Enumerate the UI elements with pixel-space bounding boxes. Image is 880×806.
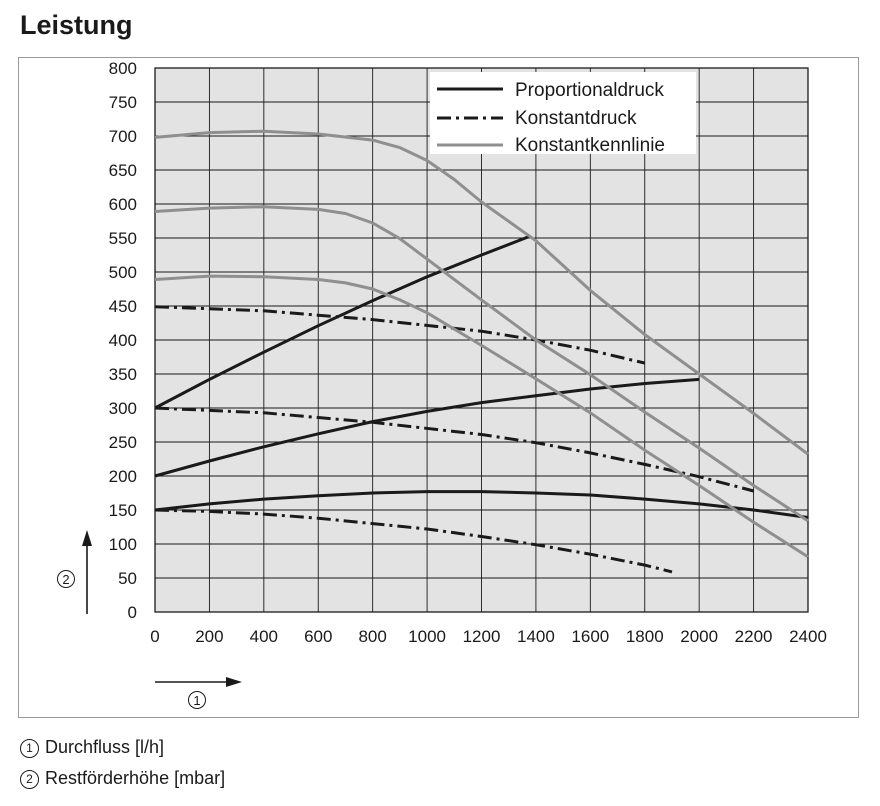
y-tick-label: 400 <box>108 331 137 350</box>
footnote-marker: 1 <box>20 739 39 758</box>
x-tick-label: 1600 <box>571 627 610 646</box>
y-tick-label: 800 <box>108 59 137 78</box>
x-tick-label: 2000 <box>680 627 719 646</box>
y-axis-arrow <box>82 530 92 614</box>
x-tick-labels <box>150 627 827 646</box>
y-tick-label: 750 <box>108 93 137 112</box>
y-tick-label: 550 <box>108 229 137 248</box>
x-tick-label: 2400 <box>789 627 827 646</box>
legend-label-proportionaldruck: Proportionaldruck <box>515 80 664 101</box>
x-tick-label: 600 <box>304 627 333 646</box>
footnote-1 <box>20 737 164 758</box>
x-tick-label: 2200 <box>734 627 773 646</box>
page-title: Leistung <box>20 10 133 40</box>
footnote-text: Restförderhöhe [mbar] <box>45 768 226 788</box>
x-axis-arrow <box>155 677 242 687</box>
x-tick-label: 0 <box>150 627 160 646</box>
x-tick-label: 400 <box>249 627 279 646</box>
y-tick-label: 500 <box>108 263 137 282</box>
footnote-2 <box>20 768 225 789</box>
y-tick-label: 300 <box>108 399 137 418</box>
legend-label-konstantkennlinie: Konstantkennlinie <box>515 135 665 156</box>
svg-text:1: 1 <box>193 693 201 708</box>
y-tick-label: 250 <box>108 433 137 452</box>
y-tick-label: 700 <box>108 127 137 146</box>
y-tick-label: 650 <box>108 161 137 180</box>
x-tick-label: 1800 <box>625 627 664 646</box>
svg-text:2: 2 <box>62 572 70 587</box>
x-tick-label: 200 <box>195 627 224 646</box>
x-tick-label: 800 <box>358 627 387 646</box>
legend <box>430 72 696 156</box>
legend-label-konstantdruck: Konstantdruck <box>515 108 637 129</box>
footnote-marker: 2 <box>20 770 39 789</box>
y-tick-label: 600 <box>108 195 137 214</box>
y-tick-label: 150 <box>108 501 137 520</box>
y-tick-label: 100 <box>108 535 137 554</box>
y-axis-marker <box>58 571 75 588</box>
x-tick-label: 1000 <box>408 627 446 646</box>
footnote-text: Durchfluss [l/h] <box>45 737 165 757</box>
y-tick-label: 450 <box>108 297 137 316</box>
y-tick-labels <box>109 59 137 622</box>
x-tick-label: 1400 <box>517 627 555 646</box>
y-tick-label: 0 <box>127 603 137 622</box>
x-tick-label: 1200 <box>462 627 501 646</box>
y-tick-label: 350 <box>108 365 137 384</box>
x-axis-marker <box>189 692 206 709</box>
y-tick-label: 200 <box>108 467 137 486</box>
y-tick-label: 50 <box>118 569 137 588</box>
